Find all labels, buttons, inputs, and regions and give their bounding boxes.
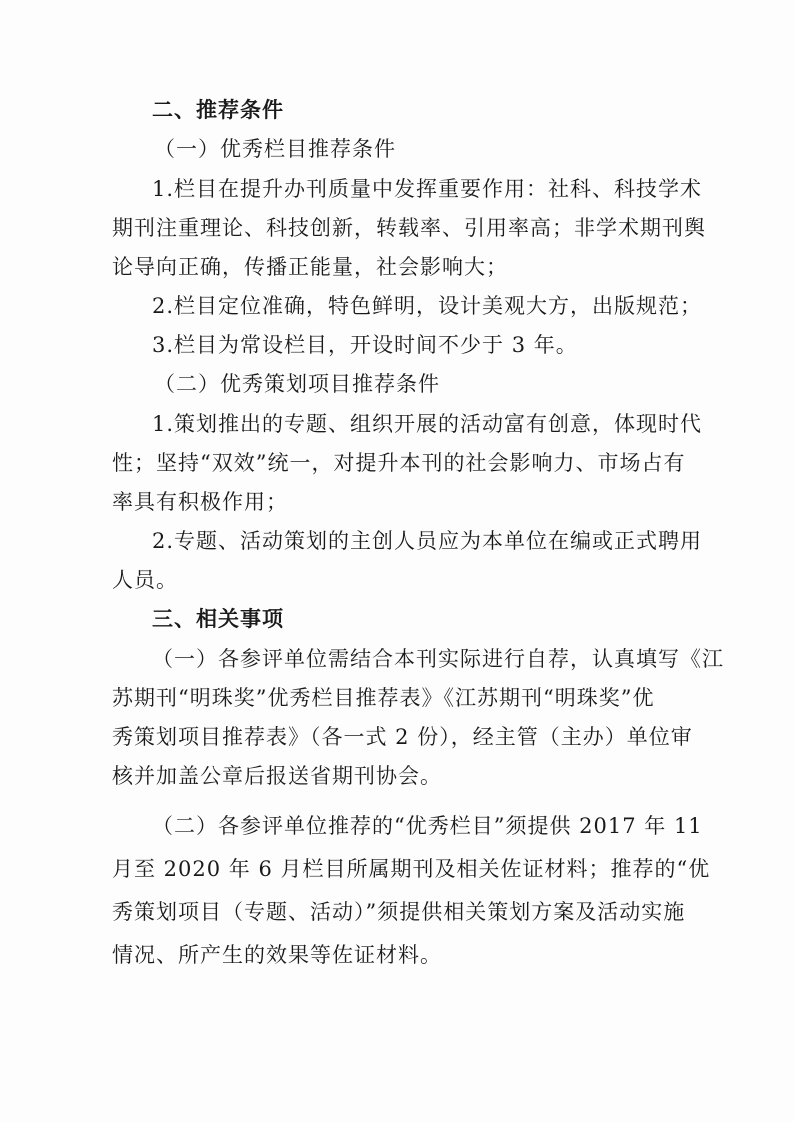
section-3-heading: 三、相关事项 xyxy=(152,607,284,631)
paragraph-line: 2.栏目定位准确，特色鲜明，设计美观大方，出版规范； xyxy=(152,294,703,318)
section-2-heading: 二、推荐条件 xyxy=(152,98,284,122)
paragraph-line: 秀策划项目（专题、活动）”须提供相关策划方案及活动实施 xyxy=(112,900,686,924)
paragraph-line: 论导向正确，传播正能量，社会影响大； xyxy=(112,255,508,279)
paragraph-line: 期刊注重理论、科技创新，转载率、引用率高；非学术期刊舆 xyxy=(112,216,706,240)
paragraph-line: 率具有积极作用； xyxy=(112,490,288,514)
paragraph-line: 苏期刊“明珠奖”优秀栏目推荐表》《江苏期刊“明珠奖”优 xyxy=(112,686,655,710)
paragraph-line: 秀策划项目推荐表》（各一式 2 份），经主管（主办）单位审 xyxy=(112,725,693,749)
paragraph-line: 性；坚持“双效”统一，对提升本刊的社会影响力、市场占有 xyxy=(112,451,686,475)
subsection-2-heading: （二）优秀策划项目推荐条件 xyxy=(154,372,440,396)
paragraph-line: 1.策划推出的专题、组织开展的活动富有创意，体现时代 xyxy=(152,412,703,436)
paragraph-line: （一）各参评单位需结合本刊实际进行自荐，认真填写《江 xyxy=(152,647,724,671)
subsection-1-heading: （一）优秀栏目推荐条件 xyxy=(154,137,396,161)
paragraph-line: 2.专题、活动策划的主创人员应为本单位在编或正式聘用 xyxy=(152,529,703,553)
paragraph-line: 1.栏目在提升办刊质量中发挥重要作用：社科、科技学术 xyxy=(152,177,703,201)
paragraph-line: 人员。 xyxy=(112,568,178,592)
paragraph-line: 3.栏目为常设栏目，开设时间不少于 3 年。 xyxy=(152,333,578,357)
paragraph-line: （二）各参评单位推荐的“优秀栏目”须提供 2017 年 11 xyxy=(152,814,703,838)
paragraph-line: 月至 2020 年 6 月栏目所属期刊及相关佐证材料；推荐的“优 xyxy=(112,857,711,881)
paragraph-line: 情况、所产生的效果等佐证材料。 xyxy=(112,943,442,967)
paragraph-line: 核并加盖公章后报送省期刊协会。 xyxy=(112,764,442,788)
